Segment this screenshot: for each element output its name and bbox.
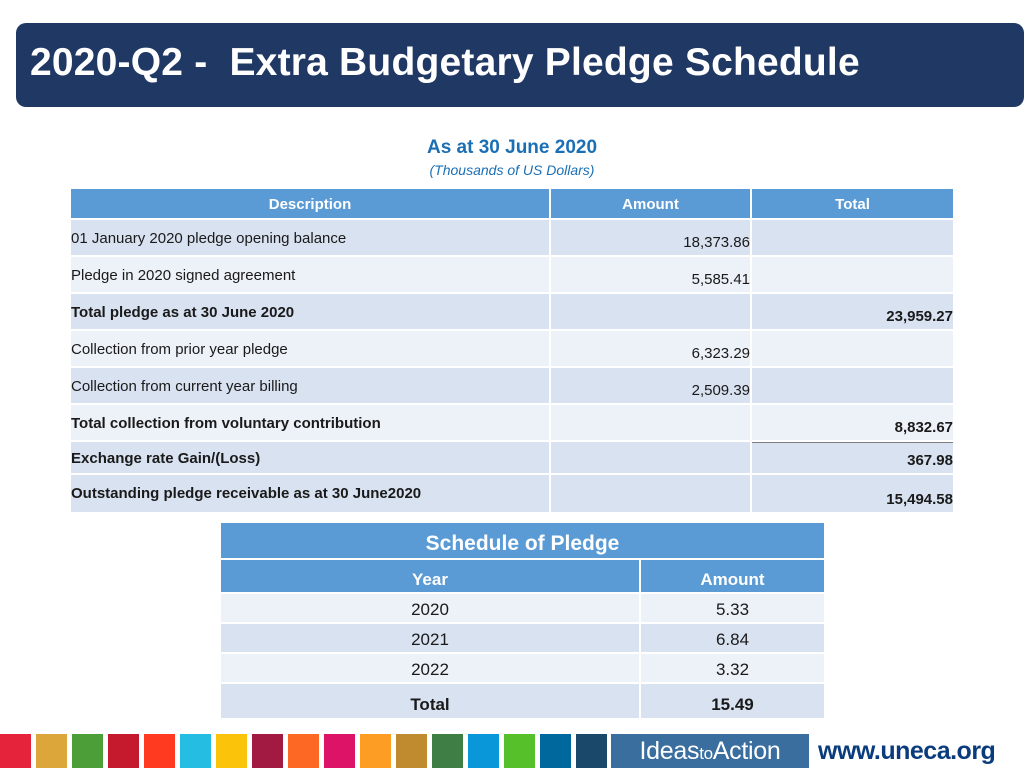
sdg-block (576, 734, 607, 768)
row-amount: 5,585.41 (691, 271, 750, 288)
header-amount: Amount (551, 189, 752, 220)
schedule-row (221, 654, 824, 684)
schedule-total-row (221, 684, 824, 718)
row-amount: 2,509.39 (691, 382, 750, 399)
sdg-block (396, 734, 427, 768)
row-description: Total pledge as at 30 June 2020 (71, 304, 295, 321)
row-amount: 6,323.29 (691, 345, 750, 362)
row-amount: 18,373.86 (683, 234, 750, 251)
currency-note: (Thousands of US Dollars) (429, 162, 595, 178)
brand-text-to: to (699, 744, 713, 763)
sdg-color-strip (0, 734, 612, 768)
schedule-row (221, 594, 824, 624)
sdg-block (360, 734, 391, 768)
schedule-total-amount: 15.49 (641, 684, 824, 718)
schedule-row (221, 624, 824, 654)
sdg-block (72, 734, 103, 768)
sdg-block (0, 734, 31, 768)
table-row (71, 331, 953, 368)
header-description: Description (71, 189, 551, 220)
row-total: 15,494.58 (886, 491, 953, 508)
header-total: Total (752, 189, 953, 220)
schedule-amount: 3.32 (641, 654, 824, 684)
row-total: 367.98 (907, 452, 953, 469)
report-date: As at 30 June 2020 (426, 137, 598, 158)
schedule-year: 2021 (221, 624, 641, 654)
row-description: Exchange rate Gain/(Loss) (71, 450, 261, 467)
page-title: 2020-Q2 - Extra Budgetary Pledge Schedule (30, 41, 860, 84)
sdg-block (540, 734, 571, 768)
table-row (71, 475, 953, 512)
pledge-table (71, 189, 953, 512)
row-total: 23,959.27 (886, 308, 953, 325)
sdg-block (324, 734, 355, 768)
row-description: Total collection from voluntary contribution (71, 415, 381, 432)
row-total: 8,832.67 (894, 419, 953, 436)
website-link[interactable]: www.uneca.org (818, 737, 996, 765)
row-description: Collection from current year billing (71, 378, 298, 395)
header-year: Year (221, 560, 641, 594)
sdg-block (432, 734, 463, 768)
brand-text-action: Action (712, 737, 781, 765)
schedule-year: 2020 (221, 594, 641, 624)
row-description: Collection from prior year pledge (71, 341, 288, 358)
schedule-total-label: Total (221, 684, 641, 718)
table-row (71, 405, 953, 442)
schedule-amount: 5.33 (641, 594, 824, 624)
sdg-block (288, 734, 319, 768)
table-row (71, 220, 953, 257)
sdg-block (504, 734, 535, 768)
sdg-block (180, 734, 211, 768)
sdg-block (468, 734, 499, 768)
sdg-block (252, 734, 283, 768)
table-row (71, 257, 953, 294)
schedule-title: Schedule of Pledge (221, 523, 824, 560)
row-description: Pledge in 2020 signed agreement (71, 267, 296, 284)
schedule-amount: 6.84 (641, 624, 824, 654)
schedule-table (221, 523, 824, 718)
row-description: 01 January 2020 pledge opening balance (71, 230, 347, 247)
table-row (71, 294, 953, 331)
row-description: Outstanding pledge receivable as at 30 June2020 (71, 485, 422, 502)
schedule-year: 2022 (221, 654, 641, 684)
ideas-to-action-logo (611, 734, 809, 768)
brand-text-ideas: Ideas (639, 737, 700, 765)
title-banner (16, 23, 1024, 107)
schedule-header-row (221, 560, 824, 594)
table-row (71, 368, 953, 405)
sdg-block (108, 734, 139, 768)
table-row (71, 442, 953, 475)
sdg-block (36, 734, 67, 768)
header-amount: Amount (641, 560, 824, 594)
sdg-block (216, 734, 247, 768)
sdg-block (144, 734, 175, 768)
table-header-row (71, 189, 953, 220)
